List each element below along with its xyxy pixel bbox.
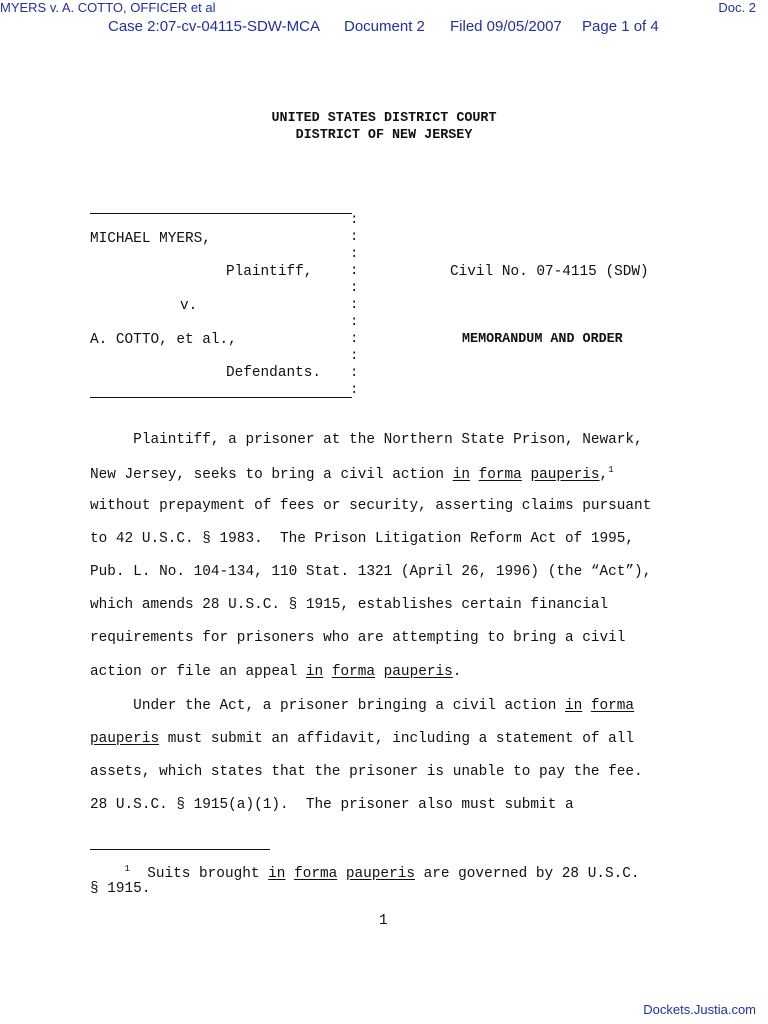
page-indicator: Page 1 of 4 (582, 18, 659, 35)
case-title-banner: MYERS v. A. COTTO, OFFICER et al (0, 0, 216, 15)
body-line: which amends 28 U.S.C. § 1915, establishes certain financial (90, 597, 609, 613)
body-line: New Jersey, seeks to bring a civil action in forma pauperis,$^1$ (90, 465, 614, 483)
defendant-role: Defendants. (226, 365, 321, 381)
body-line: to 42 U.S.C. § 1983. The Prison Litigation Reform Act of 1995, (90, 531, 635, 547)
body-line: requirements for prisoners who are attempting to bring a civil (90, 630, 626, 646)
case-number: Case 2:07-cv-04115-SDW-MCA (108, 18, 321, 35)
footnote-text-line2: § 1915. (90, 881, 151, 897)
body-line: 28 U.S.C. § 1915(a)(1). The prisoner also must submit a (90, 797, 574, 813)
filed-date: Filed 09/05/2007 (450, 18, 562, 35)
body-line: pauperis must submit an affidavit, including a statement of all (90, 731, 635, 747)
defendant-name: A. COTTO, et al., (90, 332, 237, 348)
document-label: Document 2 (344, 18, 425, 35)
body-line: Under the Act, a prisoner bringing a civil action in forma (90, 698, 635, 714)
doc-number-link[interactable]: Doc. 2 (718, 0, 756, 15)
body-line: assets, which states that the prisoner is unable to pay the fee. (90, 764, 643, 780)
civil-number: Civil No. 07-4115 (SDW) (450, 264, 649, 280)
caption-top-rule (90, 213, 352, 214)
body-line: Plaintiff, a prisoner at the Northern State Prison, Newark, (90, 432, 643, 448)
footnote-mark: 1 (124, 864, 130, 874)
versus: v. (180, 298, 198, 314)
document-title: MEMORANDUM AND ORDER (462, 332, 623, 347)
caption-bottom-rule (90, 397, 352, 398)
court-district: DISTRICT OF NEW JERSEY (295, 128, 473, 143)
footnote-ref[interactable]: 1 (608, 465, 614, 475)
court-name: UNITED STATES DISTRICT COURT (271, 111, 497, 126)
body-line: without prepayment of fees or security, asserting claims pursuant (90, 498, 652, 514)
plaintiff-role: Plaintiff, (226, 264, 313, 280)
footnote-text: $^1$ Suits brought in forma pauperis are governed by 28 U.S.C. (124, 864, 640, 882)
body-line: Pub. L. No. 104-134, 110 Stat. 1321 (April 26, 1996) (the “Act”), (90, 564, 652, 580)
body-line: action or file an appeal in forma pauperis. (90, 664, 462, 680)
dockets-justia-link[interactable]: Dockets.Justia.com (643, 1002, 756, 1017)
plaintiff-name: MICHAEL MYERS, (90, 231, 211, 247)
page-number: 1 (379, 913, 388, 929)
footnote-rule (90, 849, 270, 850)
